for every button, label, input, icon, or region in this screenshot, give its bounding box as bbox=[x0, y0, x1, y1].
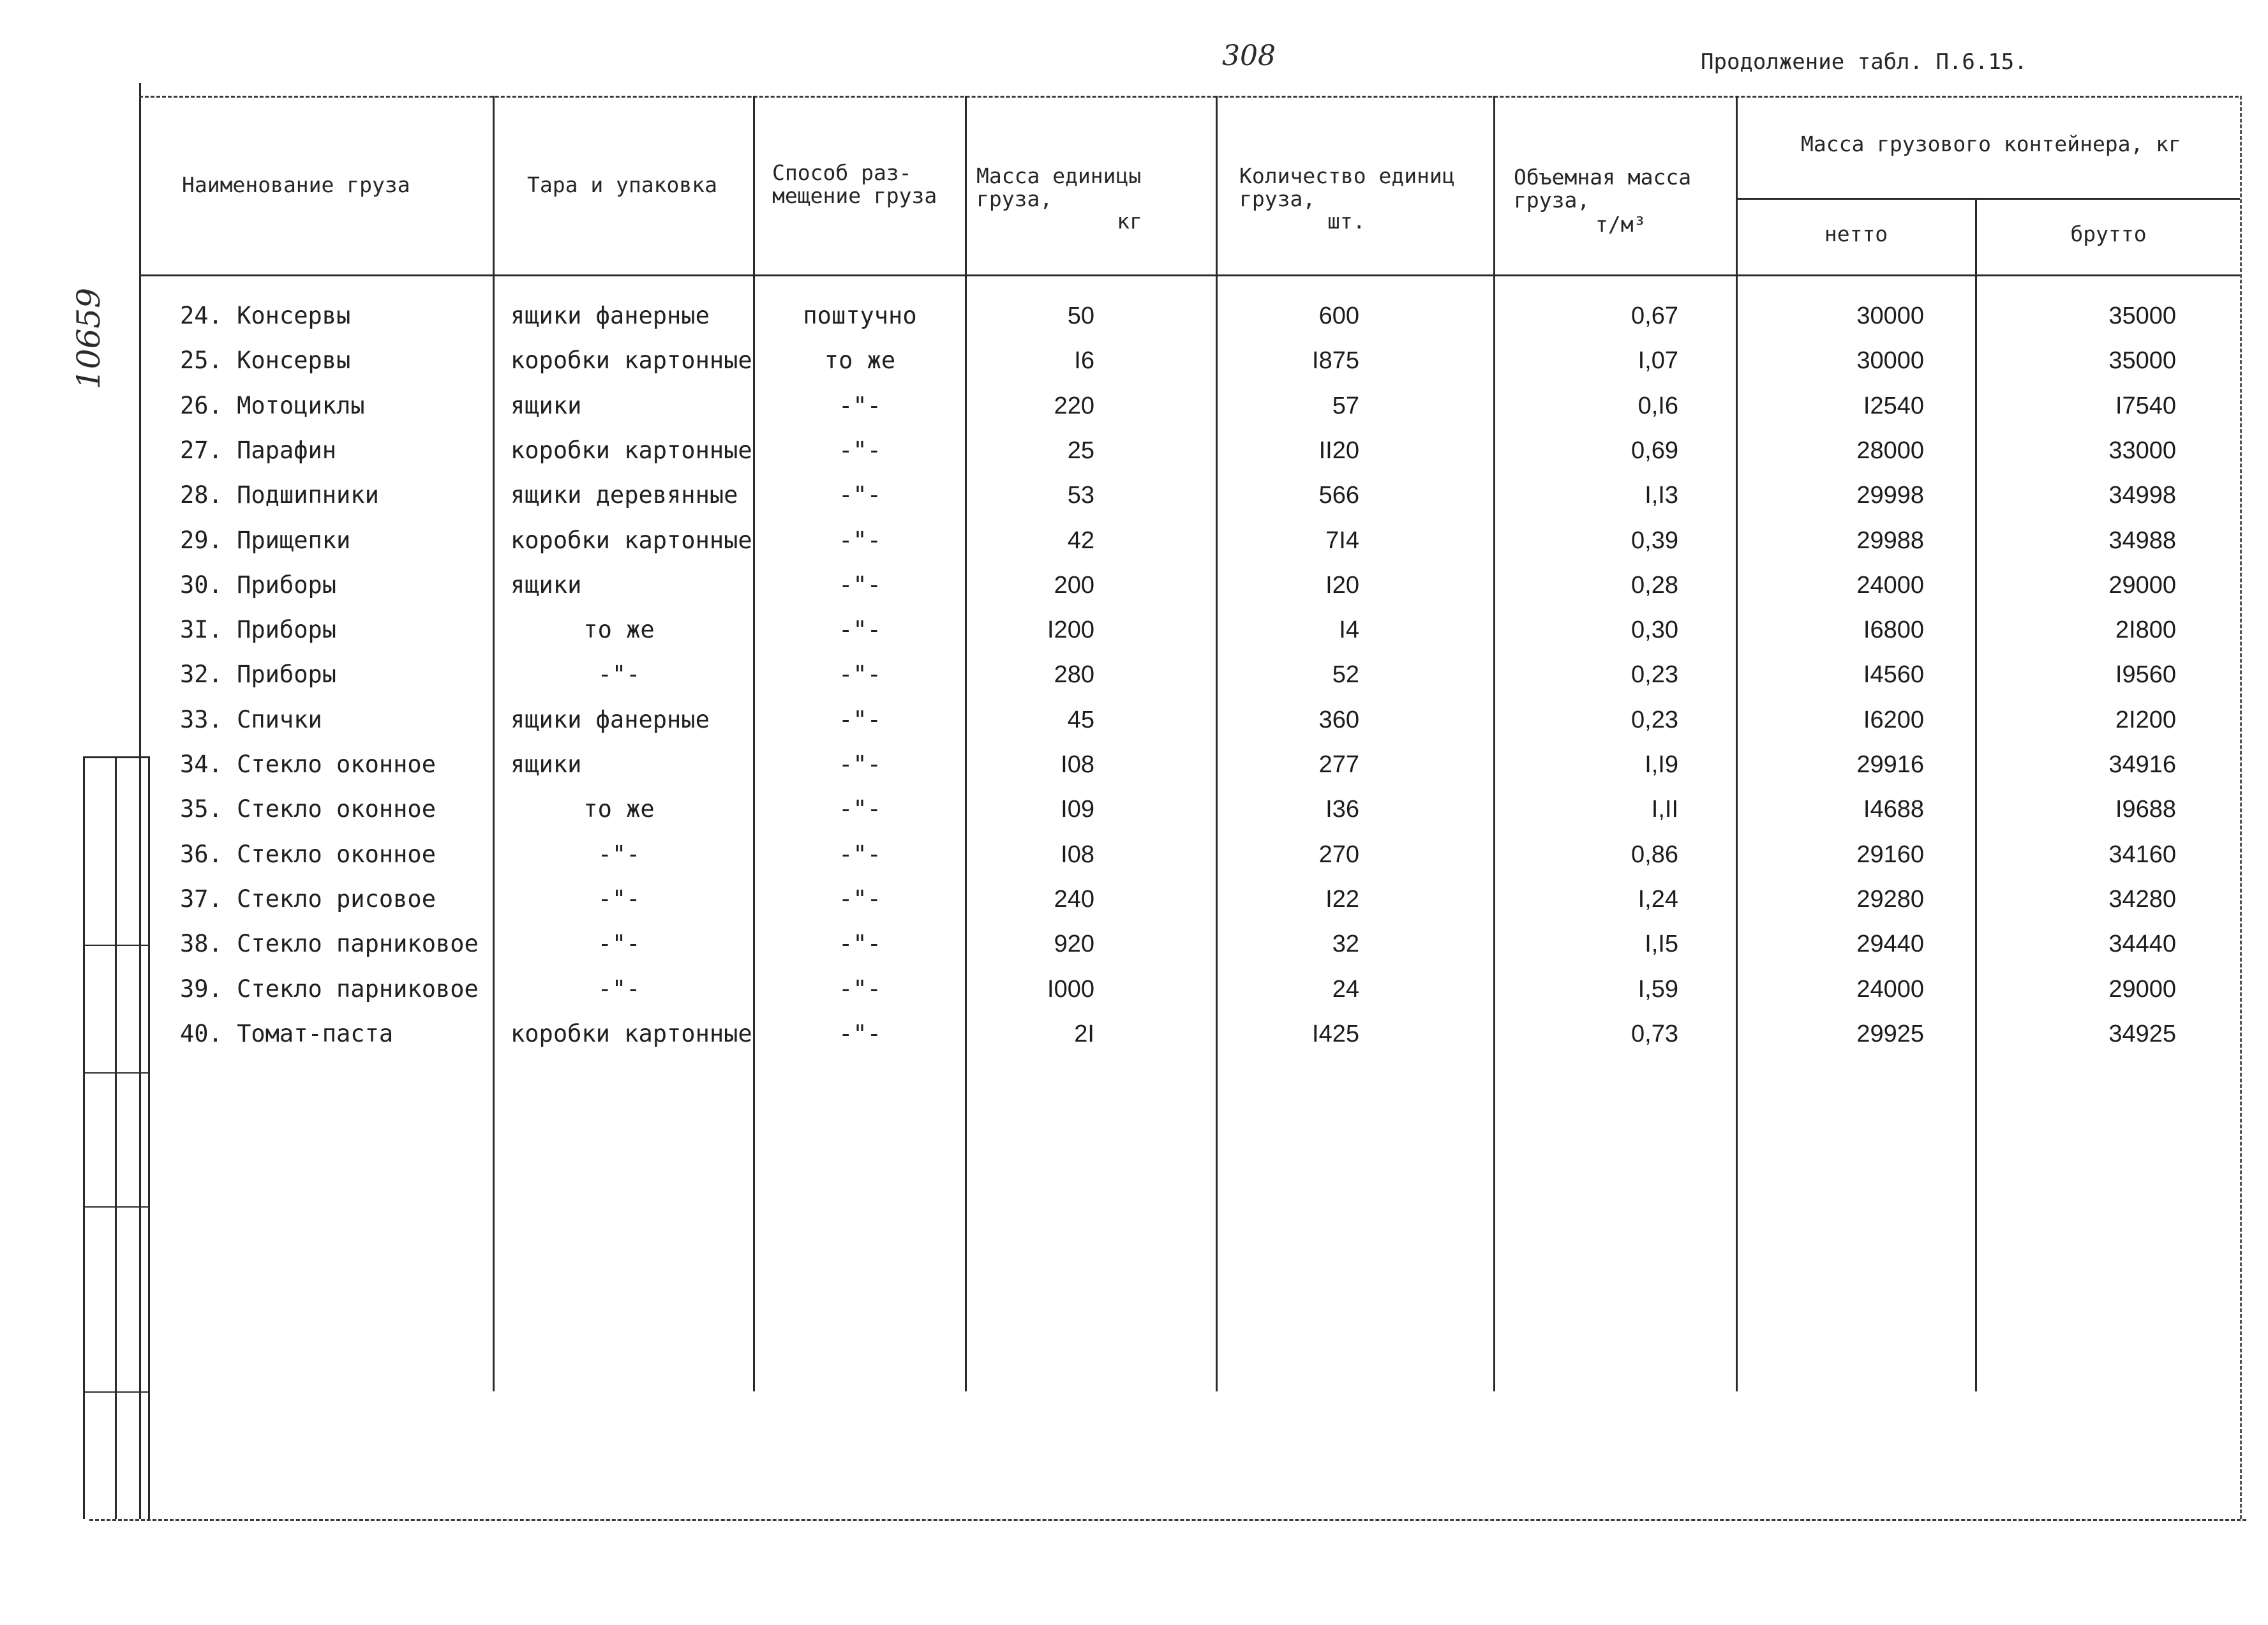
cell-placement: -"- bbox=[839, 616, 881, 644]
cell-netto: 29160 bbox=[1856, 841, 1924, 868]
cell-unit-mass: 220 bbox=[1054, 392, 1094, 419]
cell-count: I22 bbox=[1325, 885, 1359, 913]
cell-unit-mass: 45 bbox=[1067, 706, 1094, 733]
cell-count: I36 bbox=[1325, 796, 1359, 823]
cell-unit-mass: I6 bbox=[1074, 347, 1094, 375]
cell-name: 32. Приборы bbox=[180, 661, 337, 689]
cell-netto: 29925 bbox=[1856, 1020, 1924, 1047]
cell-placement: -"- bbox=[839, 391, 881, 419]
cell-packaging: ящики bbox=[511, 391, 582, 419]
cell-brutto: I9560 bbox=[2115, 661, 2176, 689]
cell-placement: -"- bbox=[839, 930, 881, 958]
cell-unit-mass: 42 bbox=[1067, 527, 1094, 554]
cell-brutto: 34988 bbox=[2108, 527, 2176, 554]
cell-count: 566 bbox=[1318, 482, 1359, 509]
cell-netto: 24000 bbox=[1856, 571, 1924, 599]
cell-name: 28. Подшипники bbox=[180, 481, 379, 509]
cell-unit-mass: 2I bbox=[1074, 1020, 1094, 1047]
cell-name: 29. Прищепки bbox=[180, 526, 351, 554]
cell-volume-mass: 0,69 bbox=[1631, 437, 1678, 464]
cell-count: II20 bbox=[1318, 437, 1359, 464]
cell-count: 57 bbox=[1332, 392, 1359, 419]
cell-placement: -"- bbox=[839, 571, 881, 599]
cell-volume-mass: 0,86 bbox=[1631, 841, 1678, 868]
cell-volume-mass: I,II bbox=[1651, 796, 1678, 823]
cell-netto: 29998 bbox=[1856, 482, 1924, 509]
cell-unit-mass: 280 bbox=[1054, 661, 1094, 689]
cell-packaging: ящики фанерные bbox=[511, 705, 710, 733]
cell-name: 35. Стекло оконное bbox=[180, 795, 436, 823]
header-placement: Способ раз-мещение груза bbox=[772, 160, 937, 208]
side-stamp-number: 10659 bbox=[70, 287, 107, 389]
cell-unit-mass: 25 bbox=[1067, 437, 1094, 464]
cell-brutto: 34160 bbox=[2108, 841, 2176, 868]
cell-netto: 29916 bbox=[1856, 751, 1924, 778]
cell-packaging: то же bbox=[583, 795, 655, 823]
cell-volume-mass: 0,67 bbox=[1631, 303, 1678, 329]
cell-placement: -"- bbox=[839, 1019, 881, 1047]
cell-packaging: коробки картонные bbox=[511, 436, 752, 464]
cell-volume-mass: I,59 bbox=[1638, 975, 1678, 1003]
header-unit-mass-unit: кг bbox=[1117, 209, 1142, 234]
cell-netto: 24000 bbox=[1856, 975, 1924, 1003]
continuation-caption: Продолжение табл. П.6.15. bbox=[1701, 49, 2027, 75]
cell-unit-mass: 53 bbox=[1067, 482, 1094, 509]
cell-name: 3I. Приборы bbox=[180, 616, 337, 644]
cell-unit-mass: I09 bbox=[1061, 796, 1094, 823]
cell-placement: то же bbox=[824, 347, 896, 375]
cell-placement: -"- bbox=[839, 751, 881, 778]
cell-placement: -"- bbox=[839, 661, 881, 689]
cell-packaging: ящики bbox=[511, 751, 582, 778]
cell-brutto: 34280 bbox=[2108, 885, 2176, 913]
cell-count: I4 bbox=[1339, 617, 1359, 644]
cell-netto: 30000 bbox=[1856, 303, 1924, 329]
cell-unit-mass: 920 bbox=[1054, 931, 1094, 958]
cell-unit-mass: 200 bbox=[1054, 571, 1094, 599]
cell-brutto: 35000 bbox=[2108, 303, 2176, 329]
header-unit-count: Количество единиц груза, bbox=[1239, 163, 1455, 211]
cell-placement: -"- bbox=[839, 795, 881, 823]
cell-placement: поштучно bbox=[803, 302, 917, 329]
header-netto: нетто bbox=[1824, 221, 1888, 246]
cell-brutto: 34916 bbox=[2108, 751, 2176, 778]
cell-count: I20 bbox=[1325, 571, 1359, 599]
cell-name: 36. Стекло оконное bbox=[180, 840, 436, 868]
cell-volume-mass: 0,I6 bbox=[1638, 392, 1678, 419]
header-volume-mass-unit: т/м³ bbox=[1595, 212, 1646, 237]
cell-count: 360 bbox=[1318, 706, 1359, 733]
cell-placement: -"- bbox=[839, 975, 881, 1003]
cell-netto: I6200 bbox=[1863, 706, 1924, 733]
cell-brutto: 34925 bbox=[2108, 1020, 2176, 1047]
cell-volume-mass: I,24 bbox=[1638, 885, 1678, 913]
cell-netto: 29280 bbox=[1856, 885, 1924, 913]
cell-brutto: 34440 bbox=[2108, 931, 2176, 958]
cell-count: I875 bbox=[1312, 347, 1359, 375]
cell-netto: I6800 bbox=[1863, 617, 1924, 644]
cell-name: 26. Мотоциклы bbox=[180, 391, 365, 419]
cell-packaging: ящики фанерные bbox=[511, 302, 710, 329]
cell-netto: 28000 bbox=[1856, 437, 1924, 464]
cell-brutto: 29000 bbox=[2108, 975, 2176, 1003]
cell-unit-mass: 240 bbox=[1054, 885, 1094, 913]
cell-placement: -"- bbox=[839, 526, 881, 554]
cell-volume-mass: I,I9 bbox=[1645, 751, 1678, 778]
cell-packaging: -"- bbox=[597, 661, 641, 689]
header-container-mass: Масса грузового контейнера, кг bbox=[1800, 131, 2182, 156]
cell-brutto: 34998 bbox=[2108, 482, 2176, 509]
cell-netto: 29440 bbox=[1856, 931, 1924, 958]
cell-volume-mass: 0,28 bbox=[1631, 571, 1678, 599]
cell-brutto: I7540 bbox=[2115, 392, 2176, 419]
header-brutto: брутто bbox=[2070, 221, 2147, 246]
cell-placement: -"- bbox=[839, 885, 881, 913]
cell-name: 38. Стекло парниковое bbox=[180, 930, 479, 958]
cell-count: 7I4 bbox=[1325, 527, 1359, 554]
cell-volume-mass: I,I3 bbox=[1645, 482, 1678, 509]
cell-packaging: -"- bbox=[597, 975, 641, 1003]
cell-netto: I4688 bbox=[1863, 796, 1924, 823]
cell-brutto: I9688 bbox=[2115, 796, 2176, 823]
header-name: Наименование груза bbox=[182, 172, 410, 197]
cell-placement: -"- bbox=[839, 840, 881, 868]
cell-netto: I2540 bbox=[1863, 392, 1924, 419]
cell-volume-mass: 0,23 bbox=[1631, 706, 1678, 733]
cell-unit-mass: 50 bbox=[1067, 303, 1094, 329]
page-number: 308 bbox=[1222, 40, 1276, 72]
cell-name: 27. Парафин bbox=[180, 436, 337, 464]
cell-name: 33. Спички bbox=[180, 705, 322, 733]
header-packaging: Тара и упаковка bbox=[527, 172, 718, 197]
cell-count: 52 bbox=[1332, 661, 1359, 689]
cell-volume-mass: 0,73 bbox=[1631, 1020, 1678, 1047]
cell-count: 277 bbox=[1318, 751, 1359, 778]
cell-netto: I4560 bbox=[1863, 661, 1924, 689]
cell-unit-mass: I08 bbox=[1061, 841, 1094, 868]
cell-volume-mass: 0,39 bbox=[1631, 527, 1678, 554]
cell-placement: -"- bbox=[839, 436, 881, 464]
cell-brutto: 29000 bbox=[2108, 571, 2176, 599]
cell-volume-mass: 0,23 bbox=[1631, 661, 1678, 689]
cell-name: 30. Приборы bbox=[180, 571, 337, 599]
cell-packaging: -"- bbox=[597, 885, 641, 913]
cell-packaging: то же bbox=[583, 616, 655, 644]
cell-packaging: ящики деревянные bbox=[511, 481, 738, 509]
cell-packaging: коробки картонные bbox=[511, 1019, 752, 1047]
cell-packaging: -"- bbox=[597, 840, 641, 868]
cell-volume-mass: I,I5 bbox=[1645, 931, 1678, 958]
header-unit-mass: Масса единицы груза, bbox=[976, 163, 1142, 211]
cell-count: I425 bbox=[1312, 1020, 1359, 1047]
cell-placement: -"- bbox=[839, 705, 881, 733]
cell-name: 34. Стекло оконное bbox=[180, 751, 436, 778]
cell-count: 32 bbox=[1332, 931, 1359, 958]
cell-placement: -"- bbox=[839, 481, 881, 509]
cell-netto: 30000 bbox=[1856, 347, 1924, 375]
cell-brutto: 2I200 bbox=[2115, 706, 2176, 733]
cell-volume-mass: 0,30 bbox=[1631, 617, 1678, 644]
cell-packaging: ящики bbox=[511, 571, 582, 599]
cell-brutto: 33000 bbox=[2108, 437, 2176, 464]
cell-count: 600 bbox=[1318, 303, 1359, 329]
cell-name: 39. Стекло парниковое bbox=[180, 975, 479, 1003]
header-unit-count-unit: шт. bbox=[1327, 209, 1366, 234]
cell-name: 40. Томат-паста bbox=[180, 1019, 394, 1047]
cell-unit-mass: I200 bbox=[1047, 617, 1094, 644]
cell-netto: 29988 bbox=[1856, 527, 1924, 554]
cell-packaging: -"- bbox=[597, 930, 641, 958]
cell-name: 37. Стекло рисовое bbox=[180, 885, 436, 913]
cell-unit-mass: I000 bbox=[1047, 975, 1094, 1003]
cell-name: 25. Консервы bbox=[180, 347, 351, 375]
cell-brutto: 2I800 bbox=[2115, 617, 2176, 644]
cell-name: 24. Консервы bbox=[180, 302, 351, 329]
cell-brutto: 35000 bbox=[2108, 347, 2176, 375]
cell-count: 270 bbox=[1318, 841, 1359, 868]
cell-packaging: коробки картонные bbox=[511, 526, 752, 554]
cell-packaging: коробки картонные bbox=[511, 347, 752, 375]
header-volume-mass: Объемная масса груза, bbox=[1514, 165, 1692, 213]
cell-count: 24 bbox=[1332, 975, 1359, 1003]
cell-unit-mass: I08 bbox=[1061, 751, 1094, 778]
cell-volume-mass: I,07 bbox=[1638, 347, 1678, 375]
